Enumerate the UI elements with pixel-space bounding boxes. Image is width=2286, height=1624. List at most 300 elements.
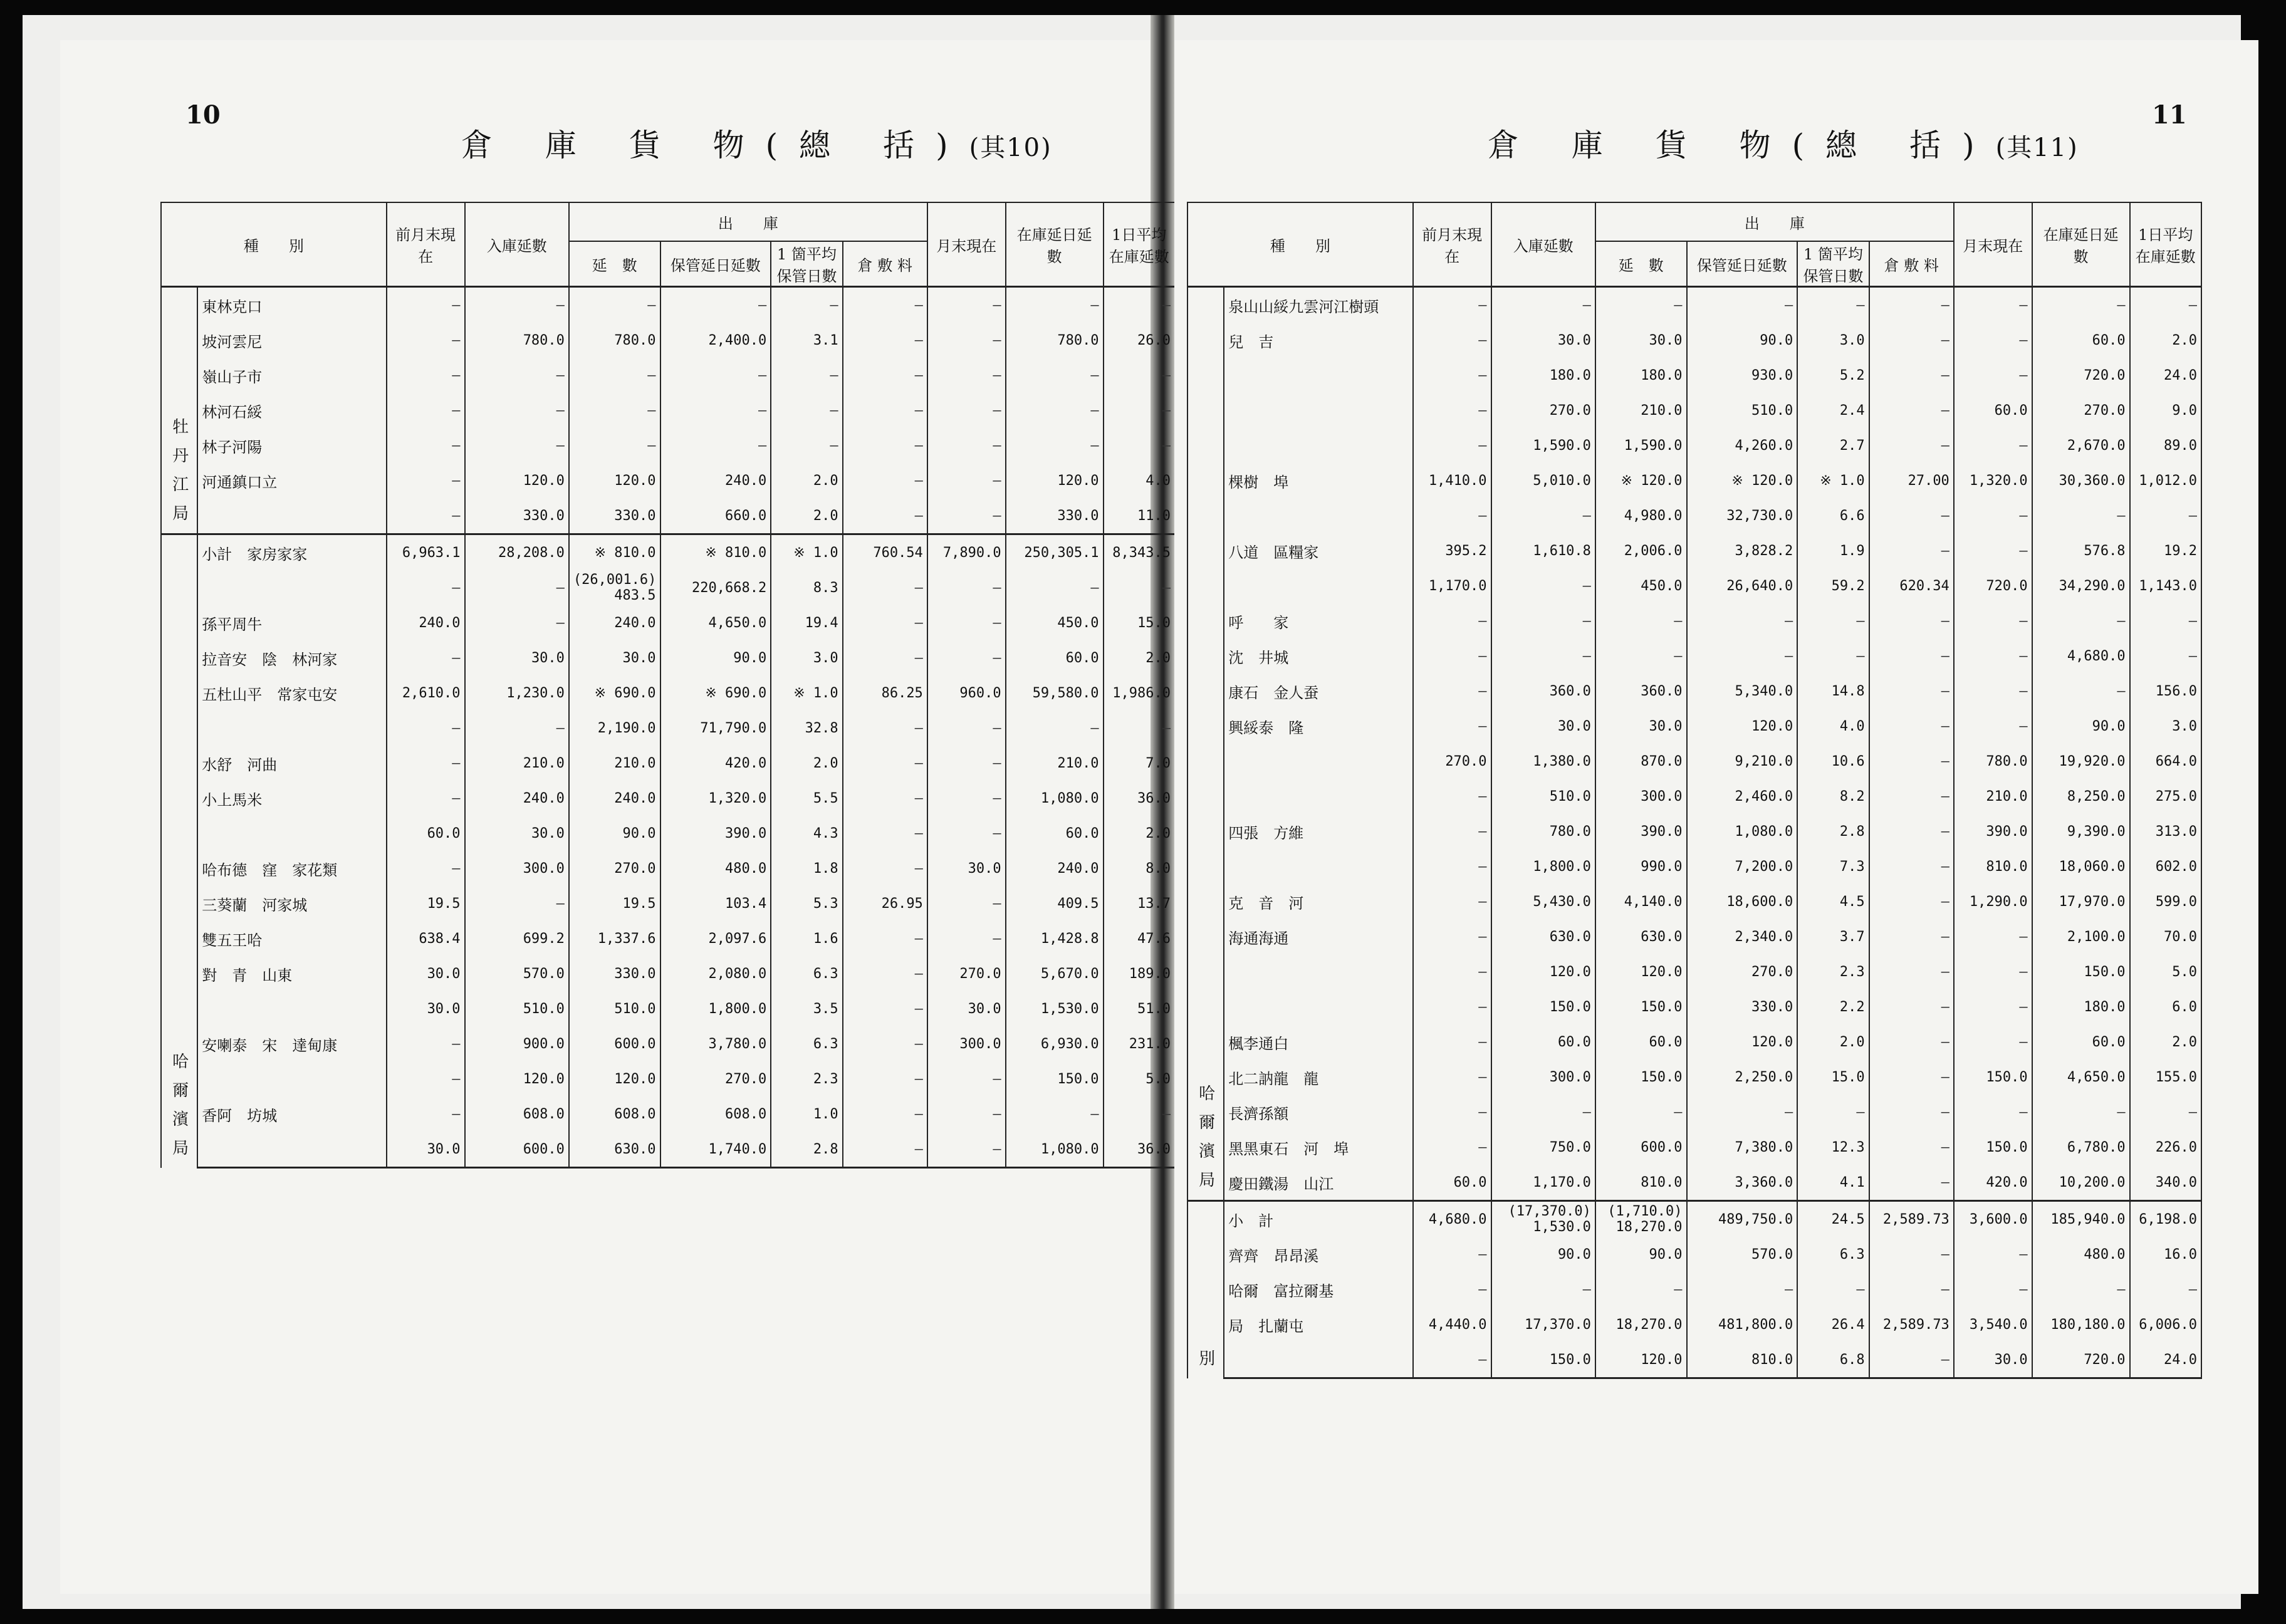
cell-in: 900.0 — [465, 1026, 569, 1061]
station-name: 齊齊 昂昂溪 — [1224, 1237, 1413, 1272]
cell-out: 2,190.0 — [569, 710, 660, 746]
station-name: 小計 家房家家 — [197, 534, 387, 571]
cell-end: 7,890.0 — [927, 534, 1006, 571]
station-name — [1224, 989, 1413, 1024]
cell-fee: — — [843, 393, 927, 428]
table-row — [161, 956, 1175, 991]
cell-daily: 70.0 — [2130, 919, 2201, 954]
cell-end: — — [927, 428, 1006, 463]
cell-daily: 89.0 — [2130, 428, 2201, 463]
cell-avg: 6.3 — [771, 956, 842, 991]
table-row — [1187, 498, 2201, 533]
cell-daily: 2.0 — [2130, 1024, 2201, 1059]
cell-prev: 1,410.0 — [1413, 463, 1491, 498]
station-name — [197, 1132, 387, 1168]
cell-sd: 120.0 — [1687, 1024, 1798, 1059]
cell-stock: 9,390.0 — [2032, 814, 2130, 849]
cell-out: 608.0 — [569, 1096, 660, 1132]
cell-avg: 2.8 — [771, 1132, 842, 1168]
cell-in: 240.0 — [465, 781, 569, 816]
cell-stock: 30,360.0 — [2032, 463, 2130, 498]
cell-stock: 1,080.0 — [1006, 781, 1104, 816]
cell-in: — — [465, 428, 569, 463]
cell-fee: 760.54 — [843, 534, 927, 571]
cell-stock: 240.0 — [1006, 851, 1104, 886]
cell-prev: — — [387, 323, 465, 358]
station-name — [1224, 849, 1413, 884]
cell-daily: — — [1104, 710, 1175, 746]
cell-daily: 19.2 — [2130, 533, 2201, 568]
cell-end: 270.0 — [927, 956, 1006, 991]
cell-in: 570.0 — [465, 956, 569, 991]
header-daily-avg: 1日平均在庫延數 — [1104, 202, 1175, 287]
cell-stock: 185,940.0 — [2032, 1201, 2130, 1237]
cell-end: 420.0 — [1954, 1165, 2032, 1201]
cell-stock: 576.8 — [2032, 533, 2130, 568]
table-row — [161, 534, 1175, 571]
cell-prev: 2,610.0 — [387, 675, 465, 710]
cell-daily: — — [1104, 287, 1175, 323]
station-name — [1224, 779, 1413, 814]
cell-end: — — [927, 323, 1006, 358]
cell-avg: 2.0 — [771, 498, 842, 534]
cell-in: — — [1491, 568, 1595, 603]
cell-stock: — — [1006, 358, 1104, 393]
ledger-body-right — [1187, 287, 2201, 1378]
cell-sd: 4,260.0 — [1687, 428, 1798, 463]
cell-fee: — — [843, 991, 927, 1026]
cell-in: 120.0 — [465, 1061, 569, 1096]
table-row — [161, 710, 1175, 746]
cell-out: 330.0 — [569, 498, 660, 534]
cell-sd: 330.0 — [1687, 989, 1798, 1024]
table-row — [1187, 709, 2201, 744]
cell-out: 19.5 — [569, 886, 660, 921]
cell-prev: — — [387, 746, 465, 781]
table-row — [161, 287, 1175, 323]
cell-stock: 780.0 — [1006, 323, 1104, 358]
cell-stock: 720.0 — [2032, 358, 2130, 393]
cell-sd: 5,340.0 — [1687, 674, 1798, 709]
cell-prev: 4,440.0 — [1413, 1307, 1491, 1342]
cell-stock: 720.0 — [2032, 1342, 2130, 1378]
cell-fee: — — [843, 816, 927, 851]
cell-stock: 4,680.0 — [2032, 638, 2130, 674]
cell-fee: — — [1869, 709, 1954, 744]
cell-out: 60.0 — [1595, 1024, 1687, 1059]
cell-out: — — [569, 358, 660, 393]
cell-out: 30.0 — [569, 640, 660, 675]
cell-daily: 7.0 — [1104, 746, 1175, 781]
cell-end: 150.0 — [1954, 1059, 2032, 1095]
station-name: 沈 井城 — [1224, 638, 1413, 674]
cell-in: — — [465, 358, 569, 393]
cell-prev: 30.0 — [387, 1132, 465, 1168]
cell-avg: 14.8 — [1797, 674, 1869, 709]
station-name: 哈布德 窪 家花類 — [197, 851, 387, 886]
cell-prev: — — [387, 570, 465, 605]
cell-prev: 638.4 — [387, 921, 465, 956]
cell-end: — — [927, 287, 1006, 323]
ledger-body-left — [161, 287, 1175, 1168]
station-name: 拉音安 陰 林河家 — [197, 640, 387, 675]
cell-in: 1,800.0 — [1491, 849, 1595, 884]
cell-end: — — [927, 393, 1006, 428]
cell-prev: — — [1413, 638, 1491, 674]
page-subtitle-right: (其11) — [1995, 133, 2079, 162]
cell-fee: — — [1869, 1130, 1954, 1165]
cell-end: 60.0 — [1954, 393, 2032, 428]
cell-stock: 60.0 — [2032, 323, 2130, 358]
cell-in: 180.0 — [1491, 358, 1595, 393]
cell-fee: — — [1869, 1059, 1954, 1095]
page-title-text-right: 倉 庫 貨 物(總 括) — [1488, 127, 1996, 164]
station-name: 克 音 河 — [1224, 884, 1413, 919]
station-name — [197, 991, 387, 1026]
table-row — [161, 358, 1175, 393]
cell-end: — — [1954, 603, 2032, 638]
cell-stock: 90.0 — [2032, 709, 2130, 744]
cell-end: — — [1954, 323, 2032, 358]
cell-fee: — — [1869, 498, 1954, 533]
bureau-label: 牡丹江局 — [161, 287, 197, 534]
cell-stock: 150.0 — [2032, 954, 2130, 989]
cell-in: 17,370.0 — [1491, 1307, 1595, 1342]
cell-sd: 1,320.0 — [660, 781, 771, 816]
cell-out: 270.0 — [569, 851, 660, 886]
cell-daily: 4.0 — [1104, 463, 1175, 498]
cell-daily: 189.0 — [1104, 956, 1175, 991]
cell-sd: ※ 690.0 — [660, 675, 771, 710]
header-storage-days-right: 保管延日延數 — [1687, 241, 1798, 287]
cell-in: 1,230.0 — [465, 675, 569, 710]
cell-end: 150.0 — [1954, 1130, 2032, 1165]
header-issued-count: 延 數 — [569, 241, 660, 287]
station-name: 嶺山子市 — [197, 358, 387, 393]
cell-sd: 1,800.0 — [660, 991, 771, 1026]
cell-end: — — [927, 886, 1006, 921]
cell-out: 30.0 — [1595, 323, 1687, 358]
cell-avg: — — [771, 358, 842, 393]
cell-end: — — [1954, 1024, 2032, 1059]
cell-daily: 16.0 — [2130, 1237, 2201, 1272]
station-name — [1224, 393, 1413, 428]
table-row — [1187, 1165, 2201, 1201]
station-name: 楓李通白 — [1224, 1024, 1413, 1059]
cell-avg: — — [771, 287, 842, 323]
station-name: 慶田鐵湯 山江 — [1224, 1165, 1413, 1201]
cell-in: — — [465, 393, 569, 428]
cell-daily: — — [1104, 393, 1175, 428]
cell-prev: — — [387, 851, 465, 886]
station-name: 水舒 河曲 — [197, 746, 387, 781]
cell-out: ※ 120.0 — [1595, 463, 1687, 498]
station-name — [1224, 498, 1413, 533]
cell-in: 5,430.0 — [1491, 884, 1595, 919]
cell-in: 120.0 — [1491, 954, 1595, 989]
cell-fee: — — [843, 358, 927, 393]
cell-in: 360.0 — [1491, 674, 1595, 709]
cell-fee: — — [1869, 533, 1954, 568]
cell-in: — — [1491, 1095, 1595, 1130]
station-name: 泉山山綏九雲河江樹頭 — [1224, 287, 1413, 323]
station-name: 八道 區糧家 — [1224, 533, 1413, 568]
header-stock-days: 在庫延日延數 — [1006, 202, 1104, 287]
cell-daily: 3.0 — [2130, 709, 2201, 744]
cell-prev: — — [387, 428, 465, 463]
cell-prev: — — [1413, 1237, 1491, 1272]
cell-prev: — — [387, 781, 465, 816]
cell-in: (17,370.0) 1,530.0 — [1491, 1201, 1595, 1237]
cell-stock: — — [1006, 710, 1104, 746]
cell-in: — — [465, 710, 569, 746]
cell-stock: 270.0 — [2032, 393, 2130, 428]
cell-fee: — — [1869, 428, 1954, 463]
cell-stock: 6,780.0 — [2032, 1130, 2130, 1165]
cell-prev: — — [1413, 603, 1491, 638]
ledger-table-left — [160, 202, 1176, 1169]
table-row — [161, 781, 1175, 816]
station-name — [197, 498, 387, 534]
cell-fee: — — [1869, 674, 1954, 709]
cell-sd: 930.0 — [1687, 358, 1798, 393]
cell-end: — — [1954, 1237, 2032, 1272]
station-name — [1224, 428, 1413, 463]
cell-out: 990.0 — [1595, 849, 1687, 884]
page-number-right: 11 — [2152, 100, 2187, 130]
cell-end: 3,600.0 — [1954, 1201, 2032, 1237]
cell-in: 630.0 — [1491, 919, 1595, 954]
cell-fee: — — [1869, 919, 1954, 954]
cell-avg: — — [1797, 287, 1869, 323]
cell-prev: — — [1413, 849, 1491, 884]
cell-fee: — — [843, 1026, 927, 1061]
cell-end: — — [1954, 428, 2032, 463]
cell-in: 120.0 — [465, 463, 569, 498]
cell-fee: — — [843, 1132, 927, 1168]
cell-in: — — [1491, 498, 1595, 533]
table-row — [161, 1096, 1175, 1132]
table-row — [1187, 1237, 2201, 1272]
cell-fee: — — [1869, 814, 1954, 849]
cell-in: 510.0 — [465, 991, 569, 1026]
cell-out: — — [1595, 287, 1687, 323]
cell-stock: 1,080.0 — [1006, 1132, 1104, 1168]
cell-sd: — — [1687, 638, 1798, 674]
cell-end: — — [1954, 674, 2032, 709]
cell-daily: 155.0 — [2130, 1059, 2201, 1095]
cell-sd: 26,640.0 — [1687, 568, 1798, 603]
cell-in: 30.0 — [465, 816, 569, 851]
cell-daily: 5.0 — [2130, 954, 2201, 989]
cell-daily: 6,198.0 — [2130, 1201, 2201, 1237]
table-row — [1187, 1130, 2201, 1165]
table-row — [161, 605, 1175, 640]
ledger-table-right — [1187, 202, 2202, 1379]
header-avg-days-right: 1 箇平均保管日數 — [1797, 241, 1869, 287]
cell-stock: 480.0 — [2032, 1237, 2130, 1272]
cell-daily: 2.0 — [1104, 816, 1175, 851]
header-avg-days: 1 箇平均保管日數 — [771, 241, 842, 287]
cell-in: 1,590.0 — [1491, 428, 1595, 463]
cell-end: — — [1954, 919, 2032, 954]
cell-out: 18,270.0 — [1595, 1307, 1687, 1342]
cell-prev: — — [1413, 1024, 1491, 1059]
cell-out: 810.0 — [1595, 1165, 1687, 1201]
cell-prev: 4,680.0 — [1413, 1201, 1491, 1237]
cell-fee: 86.25 — [843, 675, 927, 710]
cell-daily: 5.0 — [1104, 1061, 1175, 1096]
cell-sd: 240.0 — [660, 463, 771, 498]
cell-daily: 6.0 — [2130, 989, 2201, 1024]
table-row — [1187, 603, 2201, 638]
cell-out: ※ 690.0 — [569, 675, 660, 710]
cell-prev: 30.0 — [387, 991, 465, 1026]
cell-end: — — [927, 605, 1006, 640]
cell-fee: — — [843, 921, 927, 956]
table-row — [1187, 1059, 2201, 1095]
table-row — [1187, 638, 2201, 674]
cell-avg: 1.9 — [1797, 533, 1869, 568]
table-row — [161, 393, 1175, 428]
cell-prev: 240.0 — [387, 605, 465, 640]
cell-daily: 664.0 — [2130, 744, 2201, 779]
cell-prev: 6,963.1 — [387, 534, 465, 571]
cell-prev: — — [1413, 1130, 1491, 1165]
cell-daily: 275.0 — [2130, 779, 2201, 814]
cell-out: 2,006.0 — [1595, 533, 1687, 568]
table-row — [161, 463, 1175, 498]
cell-out: 210.0 — [569, 746, 660, 781]
cell-daily: — — [1104, 1096, 1175, 1132]
cell-prev: — — [1413, 674, 1491, 709]
cell-in: 28,208.0 — [465, 534, 569, 571]
cell-daily: 2.0 — [1104, 640, 1175, 675]
cell-end: — — [927, 781, 1006, 816]
cell-prev: — — [1413, 814, 1491, 849]
cell-stock: — — [1006, 570, 1104, 605]
cell-fee: — — [1869, 1165, 1954, 1201]
cell-stock: — — [2032, 498, 2130, 533]
cell-sd: 1,080.0 — [1687, 814, 1798, 849]
cell-fee: — — [1869, 603, 1954, 638]
cell-in: 780.0 — [1491, 814, 1595, 849]
cell-fee: 27.00 — [1869, 463, 1954, 498]
cell-stock: 180,180.0 — [2032, 1307, 2130, 1342]
cell-stock: — — [2032, 674, 2130, 709]
cell-end: 3,540.0 — [1954, 1307, 2032, 1342]
cell-sd: 2,080.0 — [660, 956, 771, 991]
cell-daily: 1,986.0 — [1104, 675, 1175, 710]
cell-out: 150.0 — [1595, 989, 1687, 1024]
cell-in: — — [465, 570, 569, 605]
cell-prev: — — [1413, 428, 1491, 463]
cell-out: — — [569, 287, 660, 323]
table-row — [1187, 463, 2201, 498]
cell-prev: — — [1413, 358, 1491, 393]
cell-daily: — — [2130, 1272, 2201, 1307]
cell-out: 4,140.0 — [1595, 884, 1687, 919]
cell-fee: — — [1869, 779, 1954, 814]
cell-out: 180.0 — [1595, 358, 1687, 393]
station-name — [1224, 568, 1413, 603]
cell-stock: 60.0 — [1006, 640, 1104, 675]
cell-fee: — — [1869, 849, 1954, 884]
cell-avg: 7.3 — [1797, 849, 1869, 884]
cell-in: — — [465, 287, 569, 323]
cell-sd: 4,650.0 — [660, 605, 771, 640]
cell-end: 1,290.0 — [1954, 884, 2032, 919]
table-row — [161, 640, 1175, 675]
cell-end: 810.0 — [1954, 849, 2032, 884]
station-name: 呼 家 — [1224, 603, 1413, 638]
cell-prev: — — [1413, 884, 1491, 919]
cell-sd: 2,097.6 — [660, 921, 771, 956]
cell-daily: 340.0 — [2130, 1165, 2201, 1201]
cell-avg: 1.6 — [771, 921, 842, 956]
cell-in: 750.0 — [1491, 1130, 1595, 1165]
cell-stock: — — [1006, 287, 1104, 323]
cell-fee: — — [843, 323, 927, 358]
cell-sd: 32,730.0 — [1687, 498, 1798, 533]
cell-fee: — — [843, 463, 927, 498]
cell-out: 510.0 — [569, 991, 660, 1026]
cell-end: — — [927, 921, 1006, 956]
cell-sd: 810.0 — [1687, 1342, 1798, 1378]
cell-stock: — — [1006, 428, 1104, 463]
table-row — [161, 1026, 1175, 1061]
cell-avg: 2.3 — [1797, 954, 1869, 989]
cell-fee: — — [1869, 358, 1954, 393]
cell-sd: 270.0 — [660, 1061, 771, 1096]
cell-sd: 660.0 — [660, 498, 771, 534]
cell-in: 780.0 — [465, 323, 569, 358]
cell-avg: 6.3 — [771, 1026, 842, 1061]
cell-prev: 19.5 — [387, 886, 465, 921]
cell-end: — — [927, 1132, 1006, 1168]
cell-daily: 51.0 — [1104, 991, 1175, 1026]
table-row — [1187, 533, 2201, 568]
cell-out: 120.0 — [569, 463, 660, 498]
cell-out: — — [569, 393, 660, 428]
cell-avg: 1.0 — [771, 1096, 842, 1132]
cell-avg: — — [771, 393, 842, 428]
cell-prev: — — [387, 710, 465, 746]
table-row — [1187, 568, 2201, 603]
table-row — [1187, 1272, 2201, 1307]
table-row — [161, 570, 1175, 605]
cell-out: (26,001.6) 483.5 — [569, 570, 660, 605]
cell-stock: 5,670.0 — [1006, 956, 1104, 991]
cell-prev: — — [387, 640, 465, 675]
page-title-text-left: 倉 庫 貨 物(總 括) — [461, 127, 969, 164]
cell-daily: 1,143.0 — [2130, 568, 2201, 603]
cell-daily: 231.0 — [1104, 1026, 1175, 1061]
cell-avg: 2.0 — [771, 463, 842, 498]
cell-sd: 3,828.2 — [1687, 533, 1798, 568]
cell-end: 300.0 — [927, 1026, 1006, 1061]
cell-out: 210.0 — [1595, 393, 1687, 428]
table-row — [161, 746, 1175, 781]
cell-fee: 26.95 — [843, 886, 927, 921]
cell-fee: — — [843, 640, 927, 675]
cell-prev: — — [387, 463, 465, 498]
cell-daily: — — [2130, 638, 2201, 674]
station-name — [1224, 1342, 1413, 1378]
cell-avg: 59.2 — [1797, 568, 1869, 603]
cell-prev: 270.0 — [1413, 744, 1491, 779]
cell-out: 360.0 — [1595, 674, 1687, 709]
